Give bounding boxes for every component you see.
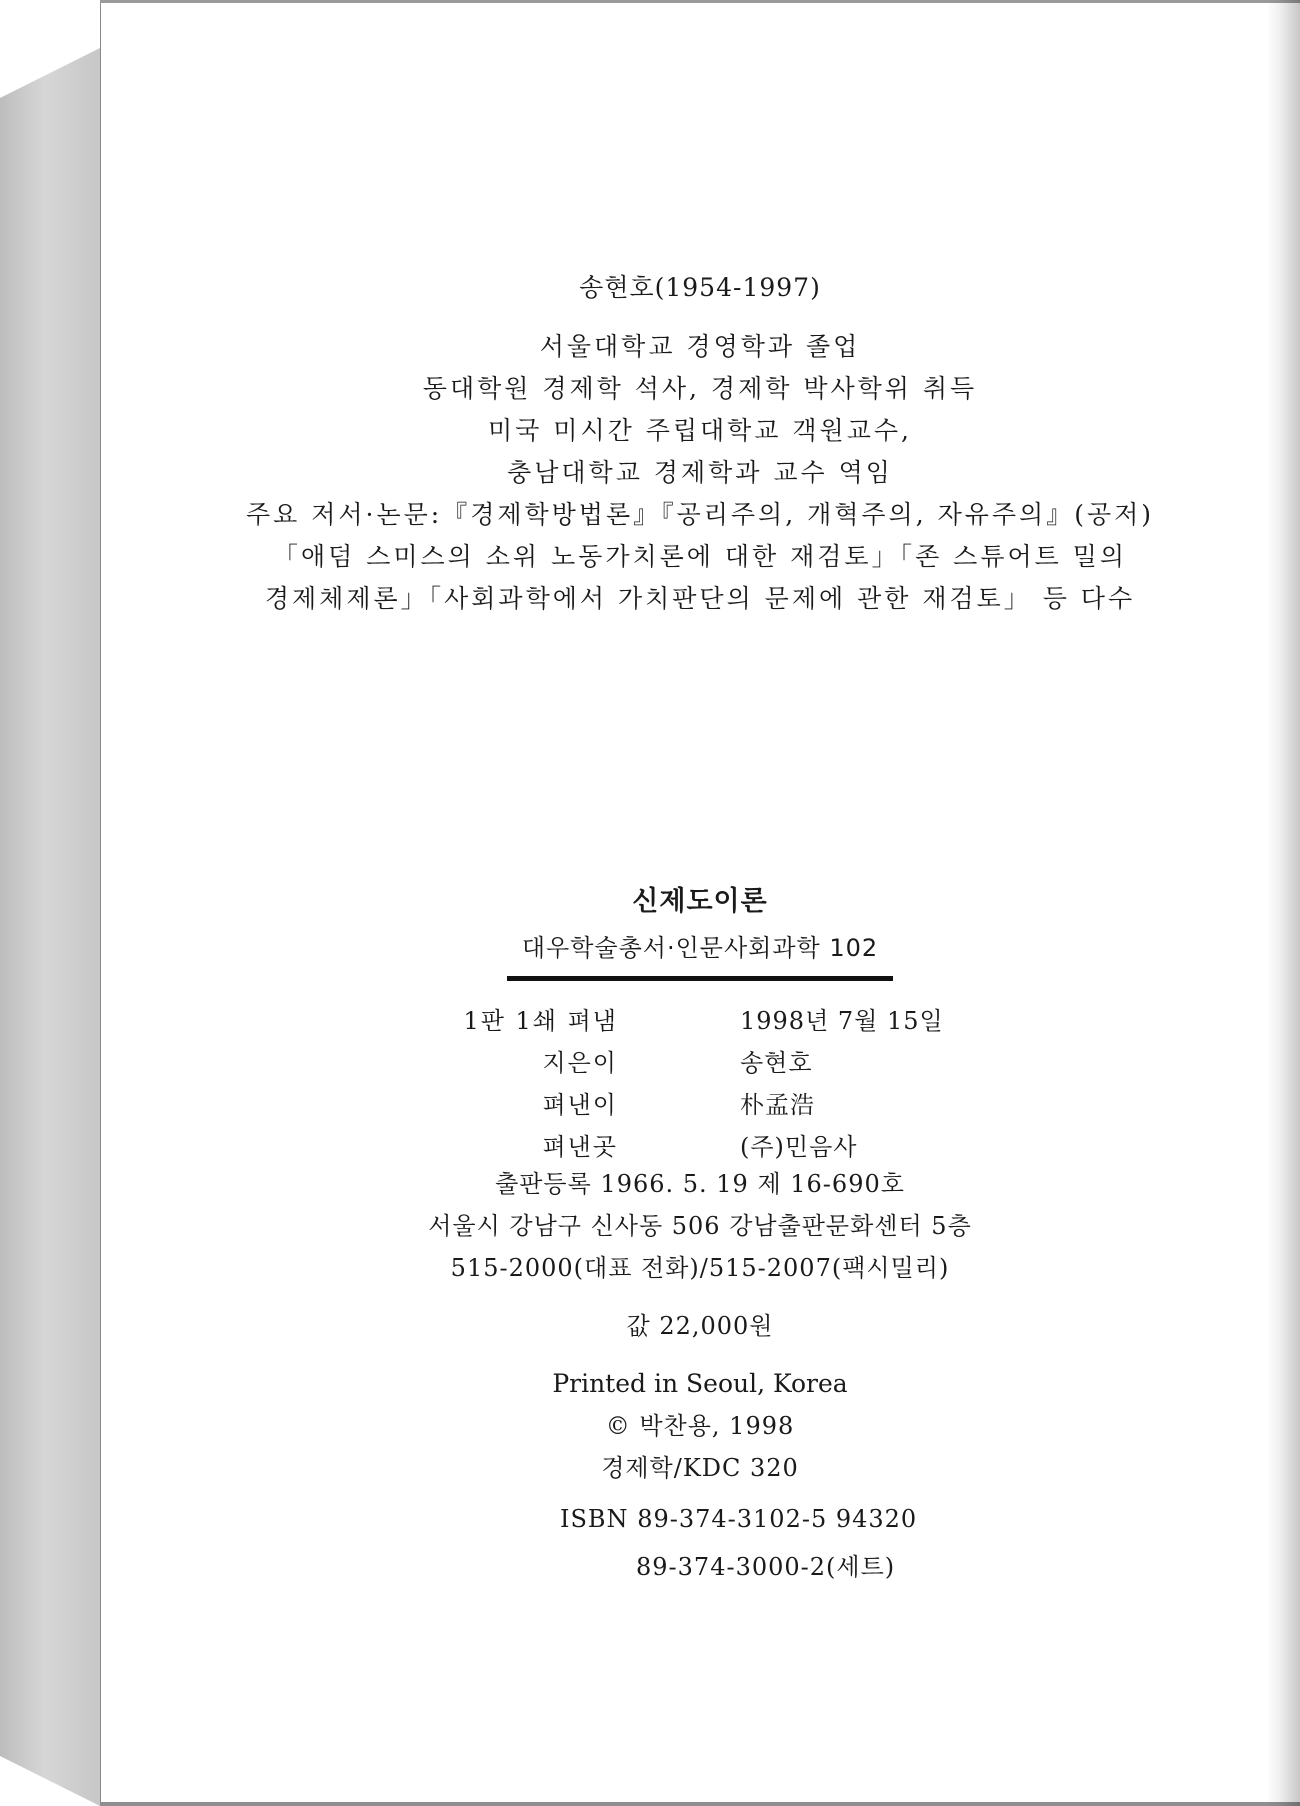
isbn-block	[100, 1505, 1300, 1589]
printed-in: Printed in Seoul, Korea	[552, 1369, 848, 1398]
series-title: 대우학술총서·인문사회과학 102	[521, 934, 879, 962]
bio-line: 미국 미시간 주립대학교 객원교수,	[488, 416, 912, 445]
book-title: 신제도이론	[632, 886, 768, 917]
author-bio	[100, 268, 1300, 620]
address-line: 서울시 강남구 신사동 506 강남출판문화센터 5층	[428, 1212, 972, 1240]
credit-value: (주)민음사	[740, 1133, 858, 1161]
bio-line: 경제체제론」「사회과학에서 가치판단의 문제에 관한 재검토」 등 다수	[264, 584, 1136, 613]
credit-label: 펴낸이	[542, 1091, 618, 1119]
credit-label: 펴낸곳	[542, 1133, 618, 1161]
author-name: 송현호(1954-1997)	[579, 273, 821, 302]
credit-value: 송현호	[740, 1049, 813, 1077]
colophon	[100, 882, 1300, 1589]
registration-line: 출판등록 1966. 5. 19 제 16-690호	[495, 1170, 905, 1198]
classification-line: 경제학/KDC 320	[601, 1454, 799, 1482]
credit-row	[100, 1037, 1300, 1079]
credit-value: 1998년 7월 15일	[740, 1007, 944, 1035]
divider-rule	[507, 976, 893, 981]
price: 값 22,000원	[626, 1312, 774, 1340]
credit-label: 1판 1쇄 펴냄	[463, 1007, 618, 1035]
copyright-line: © 박찬용, 1998	[605, 1412, 795, 1440]
isbn-line: ISBN 89-374-3102-5 94320	[560, 1505, 918, 1533]
phone-line: 515-2000(대표 전화)/515-2007(팩시밀리)	[450, 1254, 950, 1282]
page-edge-shadow	[1266, 0, 1300, 1806]
bio-line: 서울대학교 경영학과 졸업	[539, 332, 861, 361]
credit-value: 朴孟浩	[740, 1091, 815, 1119]
page-content	[100, 0, 1300, 1806]
bio-line: 충남대학교 경제학과 교수 역임	[507, 458, 893, 487]
bio-line: 「애덤 스미스의 소위 노동가치론에 대한 재검토」「존 스튜어트 밀의	[272, 542, 1128, 571]
credit-row	[100, 1121, 1300, 1163]
credit-label: 지은이	[542, 1049, 618, 1077]
credit-row	[100, 1079, 1300, 1121]
credit-row	[100, 995, 1300, 1037]
bio-line: 주요 저서·논문:『경제학방법론』『공리주의, 개혁주의, 자유주의』(공저)	[245, 500, 1154, 529]
isbn-set-line: 89-374-3000-2(세트)	[636, 1553, 896, 1581]
book-spine	[0, 48, 100, 1806]
credits-list	[100, 995, 1300, 1163]
bio-line: 동대학원 경제학 석사, 경제학 박사학위 취득	[422, 374, 978, 403]
